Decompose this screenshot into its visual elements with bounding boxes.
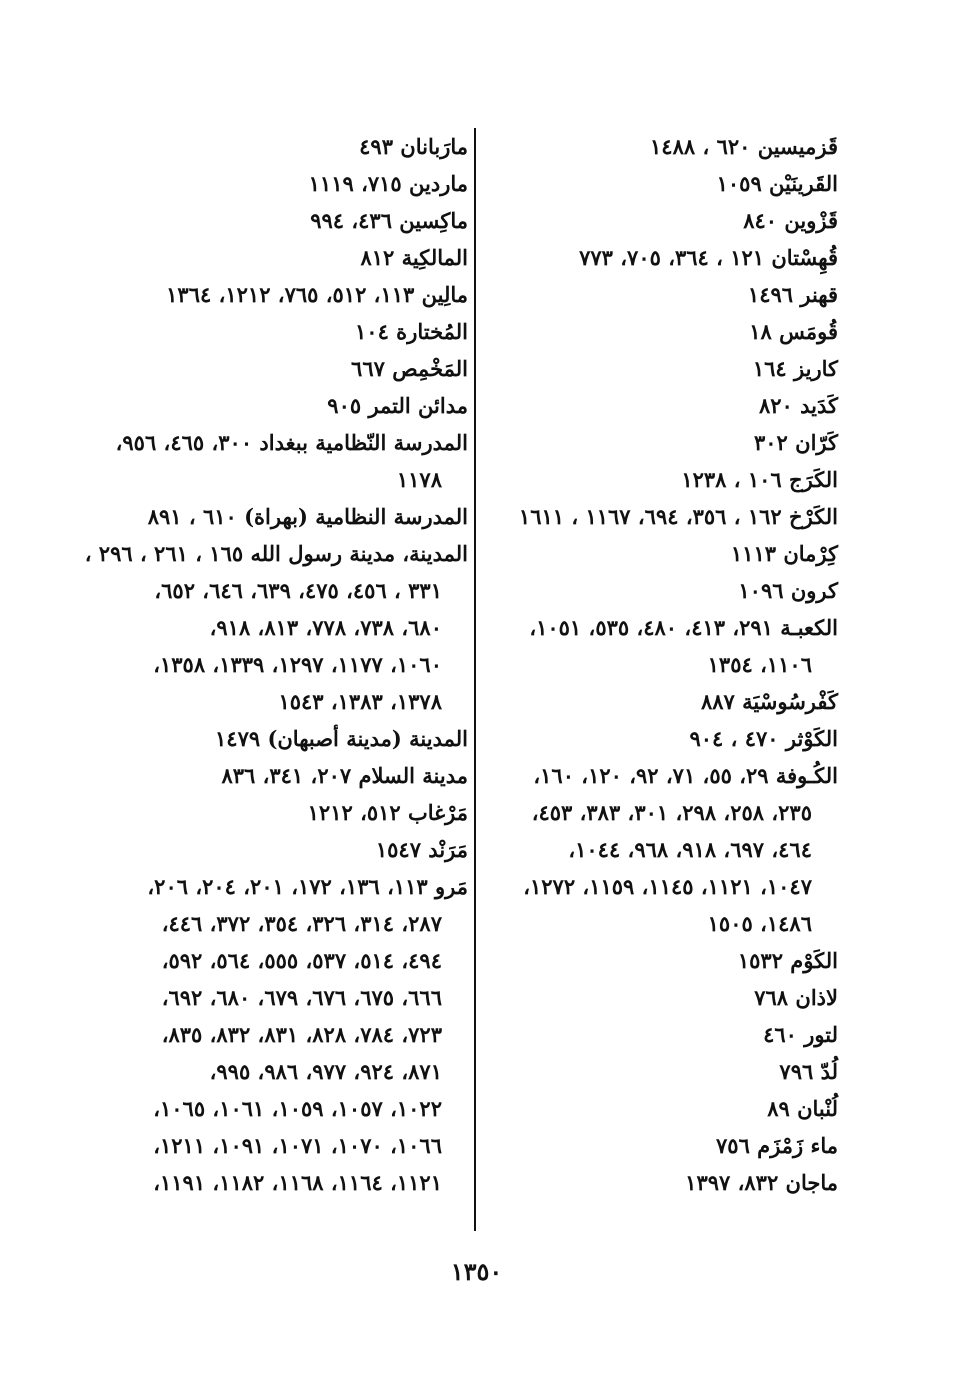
page-number: ١٣٥٠ <box>450 1257 503 1286</box>
index-entry-continuation: ٤٩٤، ٥١٤، ٥٣٧، ٥٥٥، ٥٦٤، ٥٩٢، <box>161 948 442 973</box>
index-entry: قُهِسْتان ١٢١ ، ٣٦٤، ٧٠٥، ٧٧٣ <box>579 245 838 270</box>
index-entry: الكعبـة ٢٩١، ٤١٣، ٤٨٠، ٥٣٥، ١٠٥١، <box>529 615 838 640</box>
index-entry: الكَوْثر ٤٧٠ ، ٩٠٤ <box>689 726 838 751</box>
index-entry: قَزْوين ٨٤٠ <box>743 208 838 233</box>
index-entry: ماجان ٨٣٢، ١٣٩٧ <box>685 1170 838 1195</box>
index-entry-continuation: ٣٣١ ، ٤٥٦، ٤٧٥، ٦٣٩، ٦٤٦، ٦٥٢، <box>154 578 442 603</box>
index-entry: القَرينَيْن ١٠٥٩ <box>716 171 838 196</box>
index-entry-continuation: ١١٧٨ <box>396 467 442 492</box>
index-entry-continuation: ٧٢٣، ٧٨٤، ٨٢٨، ٨٣١، ٨٣٢، ٨٣٥، <box>161 1022 442 1047</box>
index-entry: كَرّان ٣٠٢ <box>754 430 838 455</box>
index-entry-continuation: ٢٨٧، ٣١٤، ٣٢٦، ٣٥٤، ٣٧٢، ٤٤٦، <box>161 911 442 936</box>
index-entry-continuation: ٢٣٥، ٢٥٨، ٢٩٨، ٣٠١، ٣٨٣، ٤٥٣، <box>531 800 812 825</box>
index-entry: لتور ٤٦٠ <box>763 1022 838 1047</box>
index-entry: المدرسة النظامية (بهراة) ٦١٠ ، ٨٩١ <box>147 504 468 529</box>
index-entry: ماء زَمْزَم ٧٥٦ <box>716 1133 838 1158</box>
index-entry-continuation: ١١٠٦، ١٣٥٤ <box>707 652 812 677</box>
index-entry: مدائن التمر ٩٠٥ <box>327 393 468 418</box>
index-entry-continuation: ١٠٦٠، ١١٧٧، ١٢٩٧، ١٣٣٩، ١٣٥٨، <box>153 652 442 677</box>
index-entry-continuation: ٤٦٤، ٦٩٧، ٩١٨، ٩٦٨، ١٠٤٤، <box>568 837 812 862</box>
index-entry: المدينة، مدينة رسول الله ١٦٥ ، ٢٦١ ، ٢٩٦ ، <box>84 541 468 566</box>
index-entry: المَخْمِص ٦٦٧ <box>351 356 468 381</box>
index-entry: المالكِية ٨١٢ <box>360 245 468 270</box>
index-entry-continuation: ٦٦٦، ٦٧٥، ٦٧٦، ٦٧٩، ٦٨٠، ٦٩٢، <box>161 985 442 1010</box>
index-entry: لُدّ ٧٩٦ <box>779 1059 838 1084</box>
index-entry: مَرو ١١٣، ١٣٦، ١٧٢، ٢٠١، ٢٠٤، ٢٠٦، <box>147 874 468 899</box>
index-entry: ماردين ٧١٥، ١١١٩ <box>308 171 468 196</box>
index-entry: قُومَس ١٨ <box>749 319 838 344</box>
index-entry: الكَرْخ ١٦٢ ، ٣٥٦، ٦٩٤، ١١٦٧ ، ١٦١١ <box>518 504 838 529</box>
index-entry: الكُـوفة ٢٩، ٥٥، ٧١، ٩٢، ١٢٠، ١٦٠، <box>533 763 838 788</box>
index-entry: الكَرَج ١٠٦ ، ١٢٣٨ <box>681 467 838 492</box>
index-entry: كِرْمان ١١١٣ <box>730 541 838 566</box>
index-entry: المدرسة النّظامية ببغداد ٣٠٠، ٤٦٥، ٩٥٦، <box>115 430 468 455</box>
index-entry: مارَبانان ٤٩٣ <box>359 134 468 159</box>
index-entry-continuation: ١٠٤٧، ١١٢١، ١١٤٥، ١١٥٩، ١٢٧٢، <box>523 874 812 899</box>
index-entry-continuation: ٦٨٠، ٧٣٨، ٧٧٨، ٨١٣، ٩١٨، <box>209 615 442 640</box>
index-entry-continuation: ١٠٦٦، ١٠٧٠، ١٠٧١، ١٠٩١، ١٢١١، <box>153 1133 442 1158</box>
index-entry: المدينة (مدينة أصبهان) ١٤٧٩ <box>215 726 468 751</box>
column-divider <box>474 128 476 1231</box>
index-column-left <box>84 128 468 1201</box>
index-entry: لاذان ٧٦٨ <box>754 985 838 1010</box>
index-column-right <box>486 128 838 1201</box>
index-entry: كَدَيد ٨٢٠ <box>758 393 838 418</box>
index-entry: ماكِسين ٤٣٦، ٩٩٤ <box>310 208 468 233</box>
index-entry: كرون ١٠٩٦ <box>738 578 838 603</box>
index-entry: المُختارة ١٠٤ <box>355 319 468 344</box>
index-entry-continuation: ١٠٢٢، ١٠٥٧، ١٠٥٩، ١٠٦١، ١٠٦٥، <box>153 1096 442 1121</box>
index-entry: لُنْبان ٨٩ <box>767 1096 838 1121</box>
index-entry-continuation: ١٤٨٦، ١٥٠٥ <box>707 911 812 936</box>
index-entry-continuation: ١٣٧٨، ١٣٨٣، ١٥٤٣ <box>278 689 442 714</box>
index-entry: كَفْرسُوسْيَة ٨٨٧ <box>701 689 838 714</box>
index-entry-continuation: ٨٧١، ٩٢٤، ٩٧٧، ٩٨٦، ٩٩٥، <box>209 1059 442 1084</box>
index-entry: قهنر ١٤٩٦ <box>747 282 838 307</box>
index-entry: مَرْغاب ٥١٢، ١٢١٢ <box>307 800 468 825</box>
index-entry: الكَوْم ١٥٣٢ <box>737 948 838 973</box>
index-entry: كاريز ١٦٤ <box>752 356 838 381</box>
index-entry: مالِين ١١٣، ٥١٢، ٧٦٥، ١٢١٢، ١٣٦٤ <box>166 282 468 307</box>
index-entry: مدينة السلام ٢٠٧، ٣٤١، ٨٣٦ <box>221 763 468 788</box>
index-entry: قَزميسين ٦٢٠ ، ١٤٨٨ <box>650 134 838 159</box>
index-entry-continuation: ١١٢١، ١١٦٤، ١١٦٨، ١١٨٢، ١١٩١، <box>153 1170 442 1195</box>
index-entry: مَرَنْد ١٥٤٧ <box>375 837 468 862</box>
